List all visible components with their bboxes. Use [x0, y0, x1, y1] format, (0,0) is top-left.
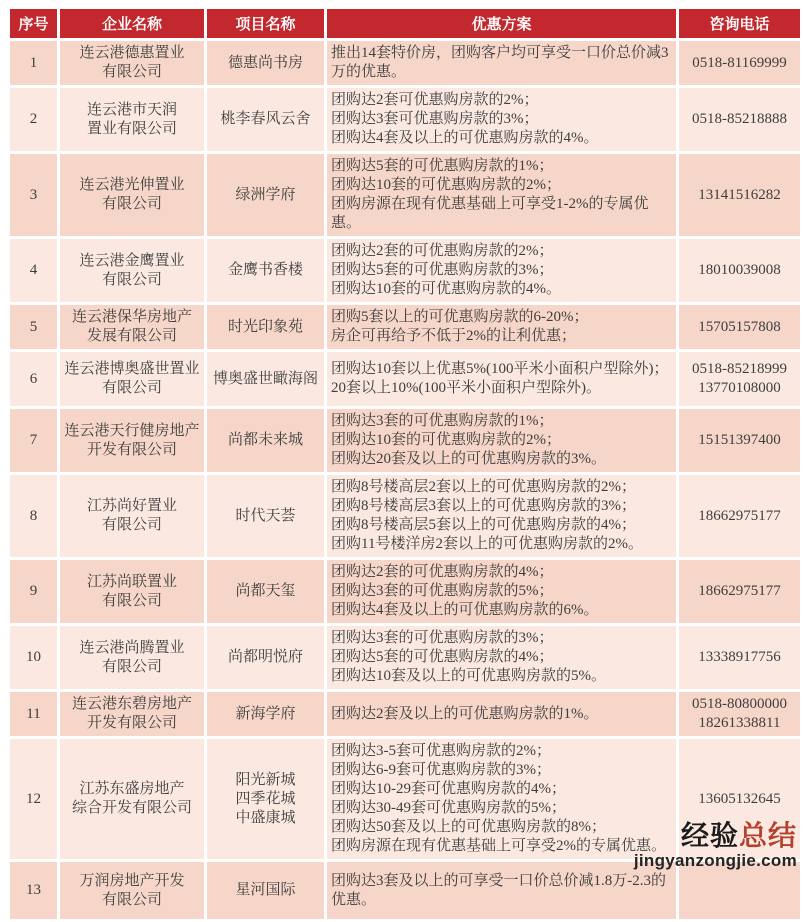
cell-company — [59, 351, 206, 408]
text-line: 6 — [29, 370, 38, 387]
text-line: 有限公司 — [101, 658, 162, 675]
text-line: 开发有限公司 — [86, 715, 177, 731]
text-line: 团购达3套的可优惠购房款的3%； — [331, 630, 554, 646]
header-row — [9, 8, 802, 40]
text-line: 团购房源在现有优惠基础上可享受1-2%的专属优惠。 — [331, 196, 649, 231]
text-line: 团购8号楼高层2套以上的可优惠购房款的2%； — [331, 479, 636, 495]
text-line: 10 — [26, 649, 41, 665]
text-line: 团购11号楼洋房2套以上的可优惠购房款的2%。 — [331, 536, 643, 552]
text-line: 发展有限公司 — [86, 328, 177, 344]
text-line: 连云港东碧房地产 — [71, 696, 192, 712]
text-line: 团购达3套及以上的可享受一口价总价减1.8万-2.3的优惠。 — [331, 872, 666, 908]
text-line: 13605132645 — [698, 790, 781, 807]
text-line: 4 — [29, 262, 38, 278]
text-line: 团购达4套及以上的可优惠购房款的6%。 — [331, 602, 599, 618]
text-line: 连云港尚腾置业 — [79, 639, 185, 656]
cell-scheme — [326, 304, 678, 351]
table-row — [9, 625, 802, 691]
text-line: 团购达3-5套可优惠购房款的2%； — [331, 743, 551, 759]
cell-company — [59, 87, 206, 153]
text-line: 团购达3套的可优惠购房款的1%； — [331, 413, 554, 429]
cell-scheme — [326, 559, 678, 625]
cell-scheme — [326, 87, 678, 153]
text-line: 团购达2套及以上的可优惠购房款的1%。 — [331, 705, 599, 722]
table-row — [9, 87, 802, 153]
cell-company — [59, 304, 206, 351]
column-header-1: 企业名称 — [59, 8, 206, 40]
text-line: 团购达50套及以上的可优惠购房款的8%； — [331, 819, 606, 835]
text-line: 18010039008 — [698, 262, 781, 278]
text-line: 置业有限公司 — [86, 120, 177, 137]
text-line: 连云港天行健房地产 — [64, 422, 200, 439]
text-line: 团购达6-9套可优惠购房款的3%； — [331, 762, 551, 778]
column-header-4: 咨询电话 — [678, 8, 802, 40]
text-line: 0518-85218888 — [692, 111, 787, 127]
cell-scheme — [326, 474, 678, 559]
watermark-title-dark: 经验 — [680, 820, 739, 851]
text-line: 0518-81169999 — [692, 54, 787, 71]
text-line: 尚都明悦府 — [227, 649, 303, 665]
cell-project — [206, 559, 326, 625]
text-line: 团购达10-29套可优惠购房款的4%； — [331, 781, 566, 797]
cell-phone — [678, 153, 802, 238]
text-line: 团购达2套的可优惠购房款的4%； — [331, 564, 554, 580]
cell-serial — [9, 625, 59, 691]
text-line: 团购达4套及以上的可优惠购房款的4%。 — [331, 130, 599, 146]
cell-company — [59, 238, 206, 304]
text-line: 20套以上10%(100平米小面积户型除外)。 — [331, 380, 601, 396]
text-line: 房企可再给予不低于2%的让利优惠； — [331, 328, 576, 344]
text-line: 连云港金鹰置业 — [79, 252, 185, 269]
cell-company — [59, 474, 206, 559]
cell-company — [59, 625, 206, 691]
text-line: 尚都未来城 — [227, 432, 303, 448]
cell-company — [59, 40, 206, 87]
cell-serial — [9, 304, 59, 351]
text-line: 团购达30-49套可优惠购房款的5%； — [331, 800, 566, 816]
text-line: 四季花城 — [235, 790, 296, 807]
cell-serial — [9, 861, 59, 921]
table-row — [9, 559, 802, 625]
text-line: 团购达20套及以上的可优惠购房款的3%。 — [331, 451, 606, 467]
text-line: 江苏尚好置业 — [86, 498, 177, 514]
text-line: 中盛康城 — [235, 809, 296, 826]
cell-project — [206, 474, 326, 559]
text-line: 3 — [29, 186, 38, 203]
cell-project — [206, 153, 326, 238]
cell-company — [59, 559, 206, 625]
text-line: 团购房源在现有优惠基础上可享受2%的专属优惠。 — [331, 838, 666, 854]
cell-scheme — [326, 738, 678, 861]
text-line: 团购达10套的可优惠购房款的2%； — [331, 432, 561, 448]
table-row — [9, 238, 802, 304]
table-row — [9, 351, 802, 408]
cell-scheme — [326, 153, 678, 238]
cell-phone — [678, 304, 802, 351]
table-row — [9, 408, 802, 474]
text-line: 0518-85218999 — [692, 361, 787, 377]
cell-project — [206, 408, 326, 474]
text-line: 连云港光伸置业 — [79, 177, 185, 193]
cell-phone — [678, 691, 802, 738]
column-header-0: 序号 — [9, 8, 59, 40]
cell-project — [206, 625, 326, 691]
text-line: 9 — [29, 583, 38, 599]
text-line: 团购达10套及以上的可优惠购房款的5%。 — [331, 668, 606, 684]
text-line: 团购达10套的可优惠购房款的4%。 — [331, 281, 561, 297]
table-row — [9, 153, 802, 238]
text-line: 金鹰书香楼 — [227, 262, 303, 278]
text-line: 连云港市天润 — [86, 101, 177, 118]
text-line: 有限公司 — [101, 271, 162, 288]
text-line: 团购达3套可优惠购房款的3%； — [331, 111, 539, 127]
cell-phone — [678, 861, 802, 921]
text-line: 有限公司 — [101, 891, 162, 908]
table-row — [9, 304, 802, 351]
text-line: 13141516282 — [698, 186, 781, 203]
cell-serial — [9, 238, 59, 304]
text-line: 7 — [29, 432, 38, 448]
table-row — [9, 474, 802, 559]
offers-table-body — [9, 40, 802, 921]
group-buy-offers-page — [0, 6, 800, 908]
text-line: 团购达2套的可优惠购房款的2%； — [331, 243, 554, 259]
text-line: 团购5套以上的可优惠购房款的6-20%； — [331, 309, 589, 325]
cell-phone — [678, 408, 802, 474]
text-line: 团购8号楼高层3套以上的可优惠购房款的3%； — [331, 498, 636, 514]
text-line: 2 — [29, 111, 38, 127]
cell-project — [206, 304, 326, 351]
text-line: 博奥盛世瞰海阁 — [212, 370, 318, 387]
text-line: 13 — [26, 882, 41, 898]
text-line: 团购达5套的可优惠购房款的4%； — [331, 649, 554, 665]
text-line: 1 — [29, 54, 38, 71]
cell-serial — [9, 474, 59, 559]
column-header-2: 项目名称 — [206, 8, 326, 40]
text-line: 15151397400 — [698, 432, 781, 448]
text-line: 18261338811 — [698, 715, 781, 731]
cell-phone — [678, 559, 802, 625]
watermark-title-red: 总结 — [738, 820, 797, 851]
text-line: 团购8号楼高层5套以上的可优惠购房款的4%； — [331, 517, 636, 533]
column-header-3: 优惠方案 — [326, 8, 678, 40]
text-line: 有限公司 — [101, 380, 162, 396]
cell-project — [206, 40, 326, 87]
cell-scheme — [326, 238, 678, 304]
cell-project — [206, 238, 326, 304]
text-line: 团购达5套的可优惠购房款的1%； — [331, 158, 554, 174]
cell-company — [59, 153, 206, 238]
table-row — [9, 40, 802, 87]
cell-scheme — [326, 408, 678, 474]
table-row — [9, 691, 802, 738]
cell-serial — [9, 351, 59, 408]
cell-phone — [678, 625, 802, 691]
cell-serial — [9, 153, 59, 238]
text-line: 18662975177 — [698, 583, 781, 599]
text-line: 18662975177 — [698, 507, 781, 524]
cell-phone — [678, 738, 802, 861]
text-line: 团购达10套的可优惠购房款的2%； — [331, 177, 561, 193]
text-line: 0518-80800000 — [692, 696, 787, 712]
text-line: 有限公司 — [101, 592, 162, 609]
cell-phone — [678, 40, 802, 87]
text-line: 江苏东盛房地产 — [79, 781, 185, 797]
table-row — [9, 738, 802, 861]
cell-serial — [9, 87, 59, 153]
text-line: 有限公司 — [101, 517, 162, 533]
table-row — [9, 861, 802, 921]
text-line: 时光印象苑 — [227, 318, 303, 335]
text-line: 星河国际 — [235, 882, 296, 898]
text-line: 5 — [29, 318, 38, 335]
cell-phone — [678, 351, 802, 408]
cell-serial — [9, 559, 59, 625]
text-line: 8 — [29, 507, 38, 524]
cell-company — [59, 691, 206, 738]
text-line: 时代天荟 — [235, 507, 296, 524]
text-line: 有限公司 — [101, 196, 162, 212]
cell-serial — [9, 40, 59, 87]
cell-scheme — [326, 40, 678, 87]
text-line: 13338917756 — [698, 649, 781, 665]
text-line: 连云港博奥盛世置业 — [64, 361, 200, 377]
text-line: 团购达10套以上优惠5%(100平米小面积户型除外)； — [331, 361, 669, 377]
text-line: 13770108000 — [698, 380, 781, 396]
text-line: 15705157808 — [698, 318, 781, 335]
cell-scheme — [326, 625, 678, 691]
text-line: 团购达3套的可优惠购房款的5%； — [331, 583, 554, 599]
cell-scheme — [326, 691, 678, 738]
cell-serial — [9, 738, 59, 861]
text-line: 尚都天玺 — [235, 583, 296, 599]
cell-company — [59, 861, 206, 921]
cell-serial — [9, 408, 59, 474]
text-line: 绿洲学府 — [235, 186, 296, 203]
offers-table-header — [9, 8, 802, 40]
cell-serial — [9, 691, 59, 738]
text-line: 12 — [26, 790, 41, 807]
cell-company — [59, 738, 206, 861]
cell-project — [206, 87, 326, 153]
text-line: 桃李春风云舍 — [220, 111, 311, 127]
cell-project — [206, 861, 326, 921]
cell-company — [59, 408, 206, 474]
text-line: 连云港保华房地产 — [71, 309, 192, 325]
text-line: 有限公司 — [101, 64, 162, 80]
text-line: 团购达5套的可优惠购房款的3%； — [331, 262, 554, 278]
text-line: 团购达2套可优惠购房款的2%； — [331, 92, 539, 108]
watermark-site-url: jingyanzongjie.com — [633, 851, 797, 870]
text-line: 万润房地产开发 — [79, 872, 185, 889]
cell-phone — [678, 87, 802, 153]
text-line: 阳光新城 — [235, 771, 296, 788]
text-line: 开发有限公司 — [86, 441, 177, 458]
text-line: 推出14套特价房，团购客户均可享受一口价总价减3万的优惠。 — [331, 45, 669, 80]
text-line: 江苏尚联置业 — [86, 573, 177, 590]
cell-phone — [678, 474, 802, 559]
cell-phone — [678, 238, 802, 304]
cell-scheme — [326, 861, 678, 921]
cell-project — [206, 738, 326, 861]
text-line: 新海学府 — [235, 705, 296, 722]
text-line: 连云港德惠置业 — [79, 45, 185, 61]
text-line: 德惠尚书房 — [227, 54, 303, 71]
text-line: 综合开发有限公司 — [71, 800, 192, 816]
cell-scheme — [326, 351, 678, 408]
offers-table — [7, 6, 803, 922]
cell-project — [206, 691, 326, 738]
cell-project — [206, 351, 326, 408]
text-line: 11 — [26, 705, 41, 722]
